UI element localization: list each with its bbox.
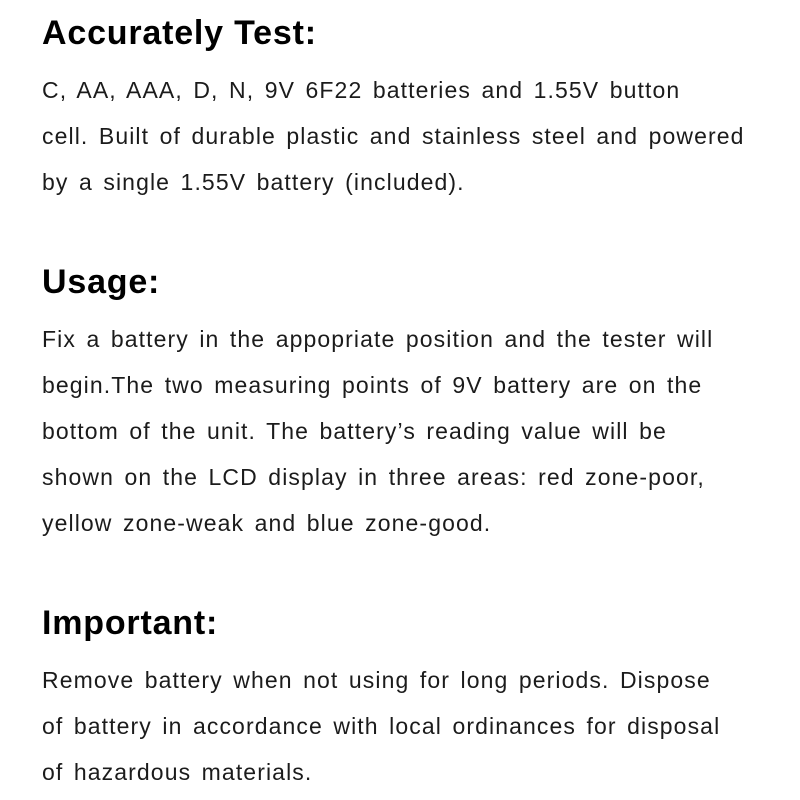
text-line: by a single 1.55V battery (included). [42,169,465,195]
text-line: Fix a battery in the appopriate position and the tester will [42,326,714,352]
text-line: yellow zone-weak and blue zone-good. [42,510,492,536]
text-line: of hazardous materials. [42,759,313,785]
text-line: begin.The two measuring points of 9V battery are on the [42,372,703,398]
section-body [42,67,766,205]
section-heading: Usage: [42,263,161,301]
section-usage [42,261,766,546]
section-body [42,657,766,795]
section-body [42,316,766,546]
section-accurately-test [42,12,766,205]
text-line: shown on the LCD display in three areas: red zone-poor, [42,464,705,490]
section-heading: Important: [42,604,219,642]
text-line: C, AA, AAA, D, N, 9V 6F22 batteries and 1.55V button [42,77,681,103]
section-important [42,602,766,795]
text-line: cell. Built of durable plastic and stainless steel and powered [42,123,745,149]
text-line: Remove battery when not using for long periods. Dispose [42,667,711,693]
section-heading: Accurately Test: [42,14,317,52]
text-line: of battery in accordance with local ordinances for disposal [42,713,721,739]
text-line: bottom of the unit. The battery’s reading value will be [42,418,667,444]
